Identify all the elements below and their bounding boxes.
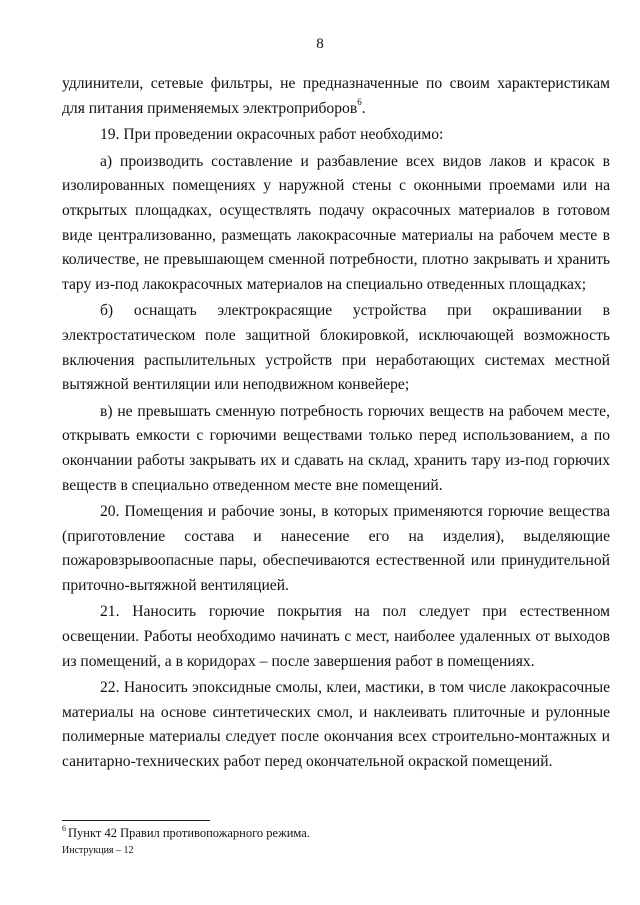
paragraph-19: 19. При проведении окрасочных работ необходимо:	[100, 126, 444, 144]
paragraph-20: 20. Помещения и рабочие зоны, в которых применяются горючие вещества (приготовление состава и нанесение его на изделия), выделяющие пожаровзрывоопасные пары, обеспечиваются естественной или принудительной приточно-вытяжной вентиляцией.	[62, 503, 610, 594]
paragraph-19-a: а) производить составление и разбавление всех видов лаков и красок в изолированных помещениях у наружной стены с оконными проемами или на открытых площадках, осуществлять подачу окрасочных материалов в готовом виде централизованно, размещать лакокрасочные материалы на рабочем месте в количестве, не превышающем сменной потребности, плотно закрывать и хранить тару из-под лакокрасочных материалов на специально отведенных площадках;	[62, 152, 610, 293]
paragraph-19-b: б) оснащать электрокрасящие устройства при окрашивании в электростатическом поле защитной блокировкой, исключающей возможность включения распылительных устройств при неработающих системах местной вытяжной вентиляции или неподвижном конвейере;	[62, 302, 610, 394]
footnote-reference[interactable]: 6	[357, 97, 362, 108]
footnote-text: Пункт 42 Правил противопожарного режима.	[68, 826, 310, 840]
paragraph-21: 21. Наносить горючие покрытия на пол следует при естественном освещении. Работы необходимо начинать с мест, наиболее удаленных от выходов из помещений, а в коридорах – после завершения работ в помещениях.	[62, 603, 610, 670]
body-text	[62, 72, 610, 775]
paragraph-continuation	[62, 72, 610, 121]
footnote-mark: 6	[62, 823, 66, 833]
footnote-divider	[62, 820, 210, 821]
paragraph-punctuation: .	[361, 99, 366, 117]
paragraph-19-c: в) не превышать сменную потребность горючих веществ на рабочем месте, открывать емкости с горючими веществами только перед использованием, а по окончании работы закрывать их и сдавать на склад, хранить тару из-под горючих веществ в специально отведенном месте вне помещений.	[62, 402, 610, 494]
page-number: 8	[316, 36, 324, 52]
paragraph-text: удлинители, сетевые фильтры, не предназначенные по своим характеристикам для питания применяемых электроприборов	[62, 75, 610, 117]
document-code: Инструкция – 12	[62, 845, 134, 856]
paragraph-22: 22. Наносить эпоксидные смолы, клеи, мастики, в том числе лакокрасочные материалы на основе синтетических смол, и наклеивать плиточные и рулонные полимерные материалы следует после окончания всех строительно-монтажных и санитарно-технических работ перед окончательной окраской помещений.	[62, 679, 610, 771]
footnote	[62, 825, 610, 841]
